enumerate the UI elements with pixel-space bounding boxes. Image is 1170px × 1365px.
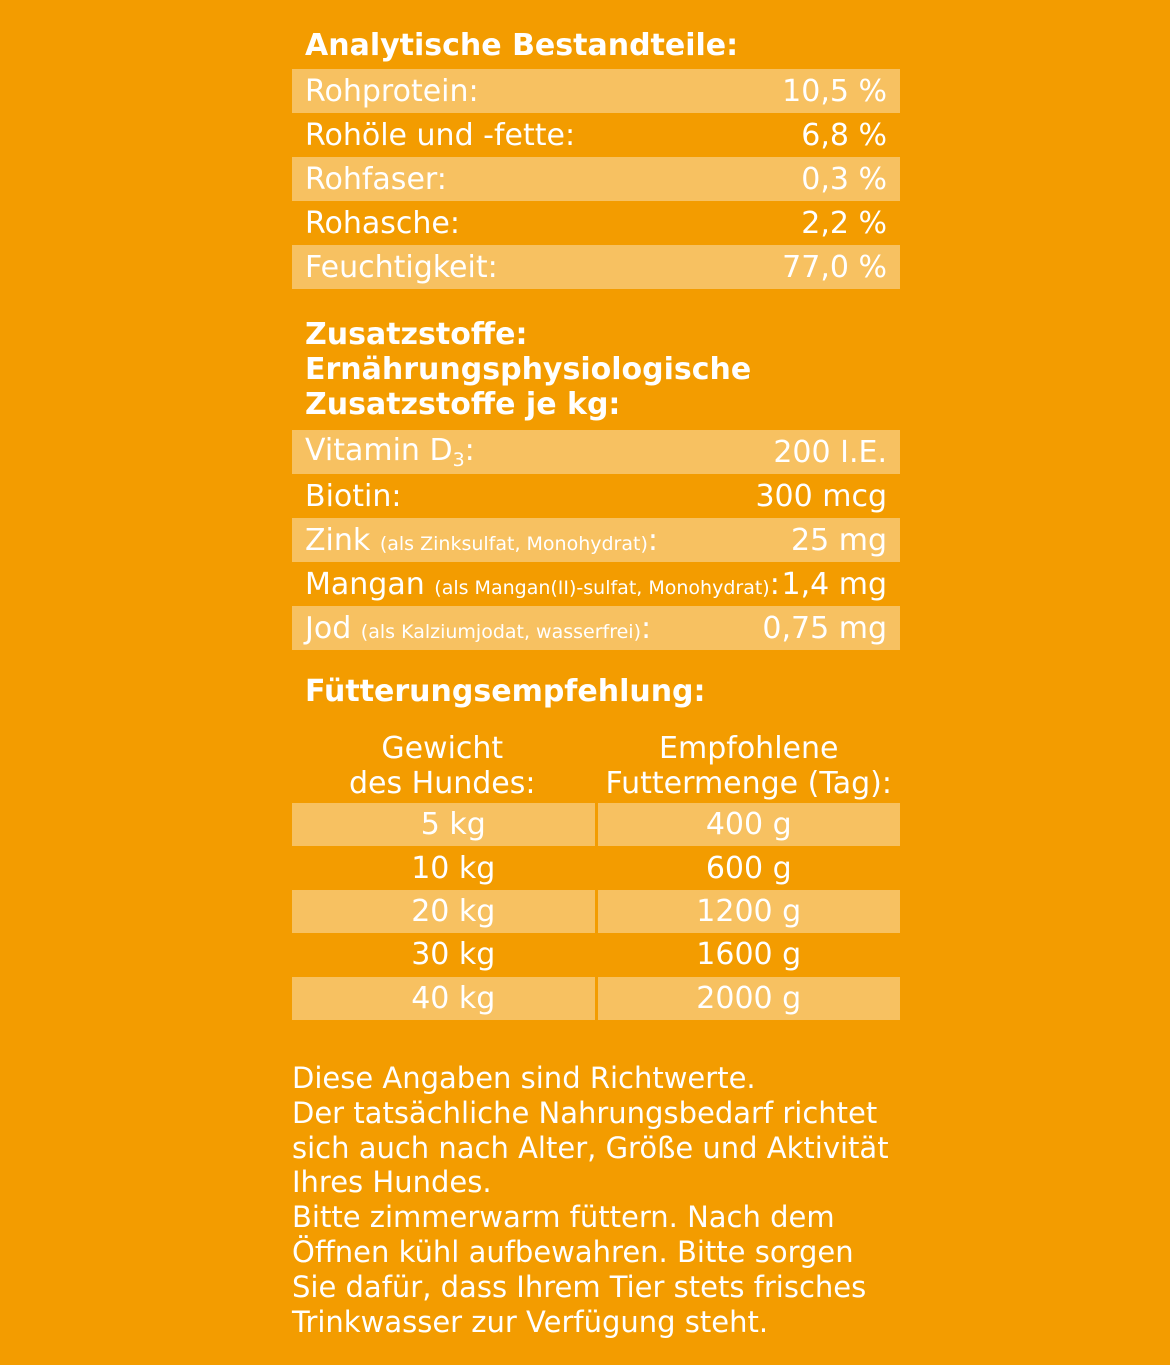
analytic-heading: Analytische Bestandteile: xyxy=(305,28,739,63)
analytic-row xyxy=(292,157,900,201)
amount-cell: 2000 g xyxy=(598,977,900,1020)
additive-note: (als Mangan(II)-sulfat, Monohydrat) xyxy=(434,576,770,599)
feeding-table-header xyxy=(292,731,900,803)
additives-heading-line: Ernährungsphysiologische xyxy=(305,352,752,387)
analytic-value: 2,2 % xyxy=(801,205,887,241)
additive-label: Vitamin $D_3$: xyxy=(305,433,475,471)
amount-cell: 1600 g xyxy=(696,937,802,973)
weight-cell: 20 kg xyxy=(292,890,595,933)
analytic-value: 6,8 % xyxy=(801,117,887,153)
amount-column-header: Empfohlene Futtermenge (Tag): xyxy=(605,731,892,801)
feeding-row xyxy=(292,846,900,889)
weight-cell: 10 kg xyxy=(411,850,496,886)
analytic-value: 10,5 % xyxy=(782,73,887,109)
weight-cell: 40 kg xyxy=(292,977,595,1020)
notes-paragraph: Bitte zimmerwarm füttern. Nach dem Öffnen kühl aufbewahren. Bitte sorgen Sie dafür, dass Ihrem Tier stets frisches Trinkwasser zur Verfügung steht. xyxy=(292,1200,867,1339)
weight-column-header: Gewicht des Hundes: xyxy=(349,731,536,801)
additive-value: 1,4 mg xyxy=(781,566,887,602)
analytic-value: 77,0 % xyxy=(782,249,887,285)
additive-value: 200 I.E. xyxy=(773,434,887,470)
analytic-row xyxy=(292,245,900,289)
feeding-heading: Fütterungsempfehlung: xyxy=(305,674,706,709)
analytic-label: Rohöle und -fette: xyxy=(305,117,576,153)
additive-value: 25 mg xyxy=(791,522,887,558)
additive-label: Jod (als Kalziumjodat, wasserfrei): xyxy=(305,610,652,646)
analytic-label: Rohprotein: xyxy=(305,73,479,109)
analytic-row xyxy=(292,113,900,157)
analytic-row xyxy=(292,201,900,245)
subscript: 3 xyxy=(452,449,465,471)
additive-label: Biotin: xyxy=(305,478,402,514)
analytic-value: 0,3 % xyxy=(801,161,887,197)
additive-label: Zink (als Zinksulfat, Monohydrat): xyxy=(305,522,658,558)
weight-cell: 5 kg xyxy=(292,803,595,846)
additives-heading xyxy=(305,317,751,422)
additive-value: 0,75 mg xyxy=(762,610,887,646)
analytic-table xyxy=(292,69,900,289)
amount-cell: 600 g xyxy=(705,850,792,886)
feeding-row xyxy=(292,890,900,933)
additive-row xyxy=(292,562,900,606)
additive-label: Mangan (als Mangan(II)-sulfat, Monohydrat): xyxy=(305,566,780,602)
feeding-row xyxy=(292,933,900,976)
additives-table xyxy=(292,430,900,650)
feeding-row xyxy=(292,977,900,1020)
amount-cell: 1200 g xyxy=(598,890,900,933)
additives-heading-line: Zusatzstoffe je kg: xyxy=(305,387,621,422)
additives-heading-line: Zusatzstoffe: xyxy=(305,317,528,352)
additive-note: (als Kalziumjodat, wasserfrei) xyxy=(360,620,642,643)
additive-row xyxy=(292,518,900,562)
additive-note: (als Zinksulfat, Monohydrat) xyxy=(379,532,648,555)
additive-value: 300 mcg xyxy=(755,478,887,514)
analytic-row xyxy=(292,69,900,113)
additive-row xyxy=(292,430,900,474)
notes-block xyxy=(292,1061,912,1339)
feeding-row xyxy=(292,803,900,846)
amount-cell: 400 g xyxy=(598,803,900,846)
analytic-label: Rohasche: xyxy=(305,205,460,241)
weight-cell: 30 kg xyxy=(411,937,496,973)
notes-paragraph: Diese Angaben sind Richtwerte. Der tatsächliche Nahrungsbedarf richtet sich auch nach Alter, Größe und Aktivität Ihres Hundes. xyxy=(292,1061,889,1200)
additive-row xyxy=(292,606,900,650)
analytic-label: Feuchtigkeit: xyxy=(305,249,498,285)
additive-row xyxy=(292,474,900,518)
analytic-label: Rohfaser: xyxy=(305,161,447,197)
feeding-table xyxy=(292,731,900,1020)
